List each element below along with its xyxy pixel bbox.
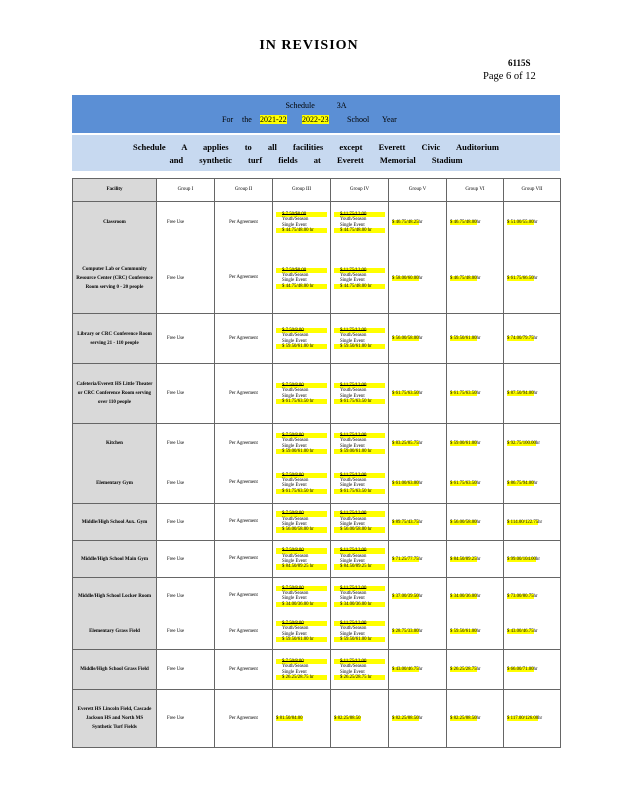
facility-cell: Middle/High School Grass Field — [73, 650, 157, 690]
group-3-cell — [273, 615, 331, 650]
group-4-cell — [331, 504, 389, 541]
group-3-cell — [273, 650, 331, 690]
group-7-cell — [504, 578, 561, 615]
youth-rate: $ 11.75/12.00 — [334, 621, 385, 626]
rate-unit: hr — [533, 220, 538, 226]
single-rate: $ 26.25/28.75 hr — [334, 675, 385, 680]
the-word: the — [242, 115, 252, 124]
single-rate: $ 34.00/36.00 hr — [334, 602, 385, 607]
col-header: Group VII — [504, 179, 561, 202]
single-event-label: Single Event — [282, 596, 307, 602]
group-6-cell — [447, 578, 504, 615]
table-row — [73, 690, 561, 748]
rate-unit: hr — [476, 480, 481, 486]
year-old: 2021-22 — [260, 115, 287, 124]
fee-table — [72, 178, 561, 748]
single-event-label: Single Event — [340, 222, 365, 228]
group-1-cell: Free Use — [157, 244, 215, 314]
single-rate: $ 59.50/61.00 hr — [276, 344, 327, 349]
group-4-cell — [331, 314, 389, 364]
group-4-cell — [331, 541, 389, 578]
single-rate: $ 56.00/58.00 hr — [276, 527, 327, 532]
rate-unit: hr — [538, 716, 543, 721]
rate-unit: hr — [535, 441, 540, 447]
group-3-cell — [273, 424, 331, 464]
group-2-cell: Per Agreement — [215, 364, 273, 424]
single-rate: $ 82.25/88.50 — [334, 716, 361, 721]
facility-cell: Computer Lab or Community Resource Center (CRC) Conference Room serving 0 - 20 people — [73, 244, 157, 314]
single-rate: $ 34.00/36.00 hr — [276, 602, 327, 607]
group-7-cell — [504, 650, 561, 690]
group-2-cell: Per Agreement — [215, 244, 273, 314]
group-7-cell — [504, 504, 561, 541]
rate-unit: hr — [476, 220, 481, 226]
group-4-cell — [331, 650, 389, 690]
youth-season-label: Youth/Season — [340, 553, 367, 559]
rate-unit: hr — [418, 275, 423, 281]
youth-season-label: Youth/Season — [282, 553, 309, 559]
group-7-cell — [504, 364, 561, 424]
table-row — [73, 541, 561, 578]
table-row — [73, 364, 561, 424]
applies-line-1: Schedule A applies to all facilities except Everett Civic Auditorium — [133, 142, 499, 152]
table-row — [73, 424, 561, 464]
group-2-cell: Per Agreement — [215, 578, 273, 615]
rate-unit: hr — [476, 441, 481, 447]
group-2-cell: Per Agreement — [215, 615, 273, 650]
youth-season-label: Youth/Season — [340, 477, 367, 483]
youth-season-label: Youth/Season — [340, 626, 367, 632]
single-event-label: Single Event — [340, 338, 365, 344]
single-rate: $ 59.50/61.00 hr — [276, 637, 327, 642]
rate-value: $ 114.00/122.75 — [507, 519, 539, 525]
rate-unit: hr — [418, 336, 423, 341]
rate-unit: hr — [476, 391, 481, 396]
for-word: For — [222, 115, 234, 124]
rate-value: $ 56.00/58.00 — [450, 519, 477, 525]
rate-value: $ 74.00/79.75 — [507, 336, 534, 341]
single-rate: $ 59.50/61.00 hr — [334, 344, 385, 349]
rate-unit: hr — [418, 519, 423, 525]
rate-value: $ 43.00/46.75 — [507, 629, 534, 635]
schedule-banner — [72, 95, 560, 133]
group-2-cell: Per Agreement — [215, 690, 273, 748]
table-row — [73, 202, 561, 244]
rate-value: $ 66.00/71.00 — [507, 667, 534, 672]
group-5-cell — [389, 504, 447, 541]
group-1-cell: Free Use — [157, 424, 215, 464]
group-3-cell — [273, 314, 331, 364]
rate-unit: hr — [533, 480, 538, 486]
facility-cell: Cafeteria/Everett HS Little Theater or CRC Conference Room serving over 110 people — [73, 364, 157, 424]
rate-unit: hr — [533, 667, 538, 672]
single-rate: $ 44.75/48.00 hr — [276, 228, 327, 233]
group-5-cell — [389, 202, 447, 244]
rate-value: $ 89.75/43.75 — [392, 519, 419, 525]
rate-unit: hr — [418, 480, 423, 486]
rate-value: $ 61.75/63.50 — [450, 480, 477, 486]
youth-rate: $ 7.50/8.00 — [276, 621, 327, 626]
page-number: Page 6 of 12 — [483, 71, 536, 82]
rate-unit: hr — [476, 556, 481, 562]
youth-season-label: Youth/Season — [340, 516, 367, 522]
rate-unit: hr — [418, 556, 423, 562]
page-title: IN REVISION — [259, 38, 359, 53]
group-7-cell — [504, 690, 561, 748]
rate-value: $ 73.00/80.75 — [507, 593, 534, 599]
youth-season-label: Youth/Season — [340, 590, 367, 596]
rate-value: $ 46.75/48.25 — [392, 220, 419, 226]
col-header: Group II — [215, 179, 273, 202]
single-event-label: Single Event — [282, 522, 307, 527]
youth-rate: $ 11.75/12.00 — [334, 473, 385, 478]
youth-season-label: Youth/Season — [340, 333, 367, 339]
youth-season-label: Youth/Season — [282, 388, 309, 394]
group-5-cell — [389, 464, 447, 504]
group-5-cell — [389, 615, 447, 650]
rate-unit: hr — [418, 629, 423, 635]
group-1-cell: Free Use — [157, 202, 215, 244]
youth-rate: $ 11.75/12.00 — [334, 659, 385, 664]
youth-season-label: Youth/Season — [340, 438, 367, 444]
single-rate: $ 59.00/61.00 hr — [276, 449, 327, 454]
youth-rate: $ 11.75/12.00 — [334, 548, 385, 553]
rate-unit: hr — [476, 667, 481, 672]
single-rate: $ 59.50/61.00 hr — [334, 637, 385, 642]
single-event-label: Single Event — [282, 278, 307, 284]
single-event-label: Single Event — [340, 522, 365, 527]
group-1-cell: Free Use — [157, 650, 215, 690]
group-3-cell — [273, 202, 331, 244]
group-6-cell — [447, 504, 504, 541]
group-3-cell — [273, 464, 331, 504]
single-rate: $ 56.00/58.00 hr — [334, 527, 385, 532]
group-6-cell — [447, 690, 504, 748]
group-7-cell — [504, 244, 561, 314]
rate-value: $ 61.75/66.50 — [507, 275, 534, 281]
rate-unit: hr — [535, 556, 540, 562]
single-rate: $ 61.75/63.50 hr — [276, 399, 327, 404]
rate-unit: hr — [476, 275, 481, 281]
col-header: Group IV — [331, 179, 389, 202]
rate-value: $ 26.25/28.75 — [450, 667, 477, 672]
group-2-cell: Per Agreement — [215, 650, 273, 690]
rate-value: $ 82.25/88.50 — [450, 716, 477, 721]
group-2-cell: Per Agreement — [215, 424, 273, 464]
group-6-cell — [447, 314, 504, 364]
youth-season-label: Youth/Season — [282, 217, 309, 223]
table-row — [73, 650, 561, 690]
group-2-cell: Per Agreement — [215, 202, 273, 244]
single-event-label: Single Event — [282, 443, 307, 449]
rate-value: $ 59.50/61.00 — [450, 629, 477, 635]
single-event-label: Single Event — [340, 559, 365, 564]
group-6-cell — [447, 202, 504, 244]
group-5-cell — [389, 578, 447, 615]
rate-value: $ 71.25/77.75 — [392, 556, 419, 562]
year-new: 2022-23 — [302, 115, 329, 124]
youth-season-label: Youth/Season — [340, 272, 367, 278]
rate-unit: hr — [418, 593, 423, 599]
group-1-cell: Free Use — [157, 314, 215, 364]
single-rate: $ 61.75/63.50 hr — [276, 489, 327, 494]
single-rate: $ 26.25/28.75 hr — [276, 675, 327, 680]
group-5-cell — [389, 541, 447, 578]
youth-rate: $ 7.50/8.00 — [276, 548, 327, 553]
header-row — [73, 179, 561, 202]
facility-cell: Elementary Grass Field — [73, 615, 157, 650]
group-5-cell — [389, 690, 447, 748]
rate-value: $ 28.75/33.00 — [392, 629, 419, 635]
rate-value: $ 46.75/48.00 — [450, 220, 477, 226]
rate-value: $ 82.25/88.50 — [392, 716, 419, 721]
group-7-cell — [504, 314, 561, 364]
group-6-cell — [447, 364, 504, 424]
group-7-cell — [504, 424, 561, 464]
youth-season-label: Youth/Season — [282, 272, 309, 278]
single-rate: $ 59.00/61.00 hr — [334, 449, 385, 454]
group-5-cell — [389, 424, 447, 464]
single-event-label: Single Event — [340, 596, 365, 602]
rate-value: $ 51.00/55.00 — [507, 220, 534, 226]
group-4-cell — [331, 615, 389, 650]
rate-value: $ 61.75/63.50 — [450, 391, 477, 396]
table-row — [73, 314, 561, 364]
facility-cell: Elementary Gym — [73, 464, 157, 504]
col-header: Group V — [389, 179, 447, 202]
facility-cell: Middle/High School Main Gym — [73, 541, 157, 578]
group-4-cell — [331, 202, 389, 244]
facility-cell: Classroom — [73, 202, 157, 244]
youth-season-label: Youth/Season — [282, 516, 309, 522]
group-6-cell — [447, 464, 504, 504]
rate-value: $ 117.00/126.00 — [507, 716, 539, 721]
rate-value: $ 59.50/61.00 — [450, 336, 477, 341]
col-header: Group III — [273, 179, 331, 202]
single-rate: $ 84.50/89.25 hr — [276, 564, 327, 569]
group-5-cell — [389, 364, 447, 424]
youth-rate: $ 7.50/8.00 — [276, 511, 327, 516]
col-header: Group I — [157, 179, 215, 202]
group-5-cell — [389, 650, 447, 690]
single-event-label: Single Event — [282, 222, 307, 228]
single-event-label: Single Event — [340, 631, 365, 637]
group-3-cell — [273, 578, 331, 615]
year-word: Year — [382, 115, 397, 124]
group-1-cell: Free Use — [157, 615, 215, 650]
rate-unit: hr — [533, 629, 538, 635]
facility-cell: Everett HS Lincoln Field, Cascade Jackson HS and North MS Synthetic Turf Fields — [73, 690, 157, 748]
single-event-label: Single Event — [340, 278, 365, 284]
youth-rate: $ 11.75/12.00 — [334, 212, 385, 217]
rate-value: $ 46.75/48.00 — [450, 275, 477, 281]
group-7-cell — [504, 202, 561, 244]
rate-unit: hr — [476, 716, 481, 721]
rate-value: $ 56.00/58.00 — [392, 336, 419, 341]
youth-rate: $ 11.75/12.00 — [334, 433, 385, 438]
single-rate: $ 61.75/63.50 hr — [334, 399, 385, 404]
group-1-cell: Free Use — [157, 541, 215, 578]
group-2-cell: Per Agreement — [215, 464, 273, 504]
table-row — [73, 464, 561, 504]
single-event-label: Single Event — [282, 559, 307, 564]
applies-line-2: and synthetic turf fields at Everett Memorial Stadium — [169, 155, 463, 165]
group-6-cell — [447, 424, 504, 464]
schedule-label: Schedule 3A — [285, 101, 347, 110]
group-6-cell — [447, 615, 504, 650]
youth-rate: $ 11.75/12.00 — [334, 383, 385, 388]
group-7-cell — [504, 615, 561, 650]
rate-value: $ 87.50/94.00 — [507, 391, 534, 396]
youth-rate: $ 7.50/8.00 — [276, 586, 327, 591]
rate-unit: hr — [538, 519, 543, 525]
youth-season-label: Youth/Season — [340, 388, 367, 394]
rate-value: $ 61.75/63.50 — [392, 391, 419, 396]
facility-cell: Middle/High School Aux. Gym — [73, 504, 157, 541]
policy-code: 6115S — [508, 58, 531, 68]
rate-unit: hr — [418, 391, 423, 396]
youth-season-label: Youth/Season — [282, 333, 309, 339]
rate-unit: hr — [533, 391, 538, 396]
group-3-cell — [273, 541, 331, 578]
youth-rate: $ 7.50/8.00 — [276, 659, 327, 664]
rate-value: $ 58.00/60.00 — [392, 275, 419, 281]
rate-unit: hr — [533, 593, 538, 599]
single-rate: $ 61.75/63.50 hr — [334, 489, 385, 494]
rate-value: $ 99.00/104.00 — [507, 556, 536, 562]
youth-rate: $ 11.75/12.00 — [334, 511, 385, 516]
single-event-label: Single Event — [282, 483, 307, 489]
single-event-label: Single Event — [340, 669, 365, 675]
youth-season-label: Youth/Season — [282, 477, 309, 483]
single-event-label: Single Event — [340, 483, 365, 489]
rate-unit: hr — [476, 336, 481, 341]
group-6-cell — [447, 244, 504, 314]
group-2-cell: Per Agreement — [215, 504, 273, 541]
single-rate: $ 81.50/84.00 — [276, 716, 303, 721]
group-4-cell — [331, 364, 389, 424]
youth-rate: $ 7.50/$8.00 — [276, 268, 327, 273]
rate-unit: hr — [418, 667, 423, 672]
group-5-cell — [389, 314, 447, 364]
rate-value: $ 43.00/46.75 — [392, 667, 419, 672]
group-6-cell — [447, 541, 504, 578]
table-row — [73, 615, 561, 650]
rate-value: $ 59.00/61.00 — [450, 441, 477, 447]
youth-rate: $ 11.75/12.00 — [334, 268, 385, 273]
rate-unit: hr — [418, 220, 423, 226]
table-row — [73, 504, 561, 541]
youth-season-label: Youth/Season — [282, 438, 309, 444]
col-header: Group VI — [447, 179, 504, 202]
group-1-cell: Free Use — [157, 690, 215, 748]
group-7-cell — [504, 464, 561, 504]
single-rate: $ 44.75/48.00 hr — [334, 228, 385, 233]
school-word: School — [347, 115, 370, 124]
single-event-label: Single Event — [282, 338, 307, 344]
facility-cell: Library or CRC Conference Room serving 21 - 110 people — [73, 314, 157, 364]
youth-season-label: Youth/Season — [340, 217, 367, 223]
group-1-cell: Free Use — [157, 464, 215, 504]
group-4-cell — [331, 690, 389, 748]
group-4-cell — [331, 244, 389, 314]
youth-rate: $ 11.75/12.00 — [334, 328, 385, 333]
rate-unit: hr — [476, 593, 481, 599]
youth-rate: $ 7.50/8.00 — [276, 433, 327, 438]
youth-season-label: Youth/Season — [282, 590, 309, 596]
youth-season-label: Youth/Season — [282, 626, 309, 632]
rate-value: $ 84.50/89.25 — [450, 556, 477, 562]
rate-unit: hr — [533, 275, 538, 281]
youth-rate: $ 7.50/8.00 — [276, 473, 327, 478]
rate-unit: hr — [418, 441, 423, 447]
single-rate: $ 84.50/89.25 hr — [334, 564, 385, 569]
group-2-cell: Per Agreement — [215, 314, 273, 364]
single-event-label: Single Event — [340, 443, 365, 449]
table-row — [73, 578, 561, 615]
single-rate: $ 44.75/48.00 hr — [334, 284, 385, 289]
group-7-cell — [504, 541, 561, 578]
youth-rate: $ 7.50/$8.00 — [276, 212, 327, 217]
group-2-cell: Per Agreement — [215, 541, 273, 578]
rate-value: $ 34.00/36.00 — [450, 593, 477, 599]
youth-season-label: Youth/Season — [282, 664, 309, 670]
single-event-label: Single Event — [282, 393, 307, 399]
rate-unit: hr — [533, 336, 538, 341]
youth-rate: $ 7.50/8.00 — [276, 383, 327, 388]
facility-cell: Kitchen — [73, 424, 157, 464]
single-event-label: Single Event — [340, 393, 365, 399]
table-row — [73, 244, 561, 314]
group-4-cell — [331, 464, 389, 504]
rate-value: $ 61.00/63.00 — [392, 480, 419, 486]
group-1-cell: Free Use — [157, 504, 215, 541]
col-header: Facility — [73, 179, 157, 202]
group-1-cell: Free Use — [157, 578, 215, 615]
rate-unit: hr — [418, 716, 423, 721]
group-5-cell — [389, 244, 447, 314]
group-3-cell — [273, 364, 331, 424]
group-3-cell — [273, 244, 331, 314]
youth-rate: $ 11.75/12.00 — [334, 586, 385, 591]
group-1-cell: Free Use — [157, 364, 215, 424]
youth-rate: $ 7.50/8.00 — [276, 328, 327, 333]
rate-value: $ 37.00/39.50 — [392, 593, 419, 599]
single-rate: $ 44.75/48.00 hr — [276, 284, 327, 289]
rate-value: $ 86.75/94.00 — [507, 480, 534, 486]
group-3-cell — [273, 504, 331, 541]
group-6-cell — [447, 650, 504, 690]
group-3-cell — [273, 690, 331, 748]
single-event-label: Single Event — [282, 669, 307, 675]
rate-value: $ 83.25/85.75 — [392, 441, 419, 447]
single-event-label: Single Event — [282, 631, 307, 637]
rate-value: $ 92.75/100.00 — [507, 441, 536, 447]
group-4-cell — [331, 424, 389, 464]
youth-season-label: Youth/Season — [340, 664, 367, 670]
facility-cell: Middle/High School Locker Room — [73, 578, 157, 615]
group-4-cell — [331, 578, 389, 615]
applies-banner — [72, 135, 560, 171]
rate-unit: hr — [476, 629, 481, 635]
rate-unit: hr — [476, 519, 481, 525]
